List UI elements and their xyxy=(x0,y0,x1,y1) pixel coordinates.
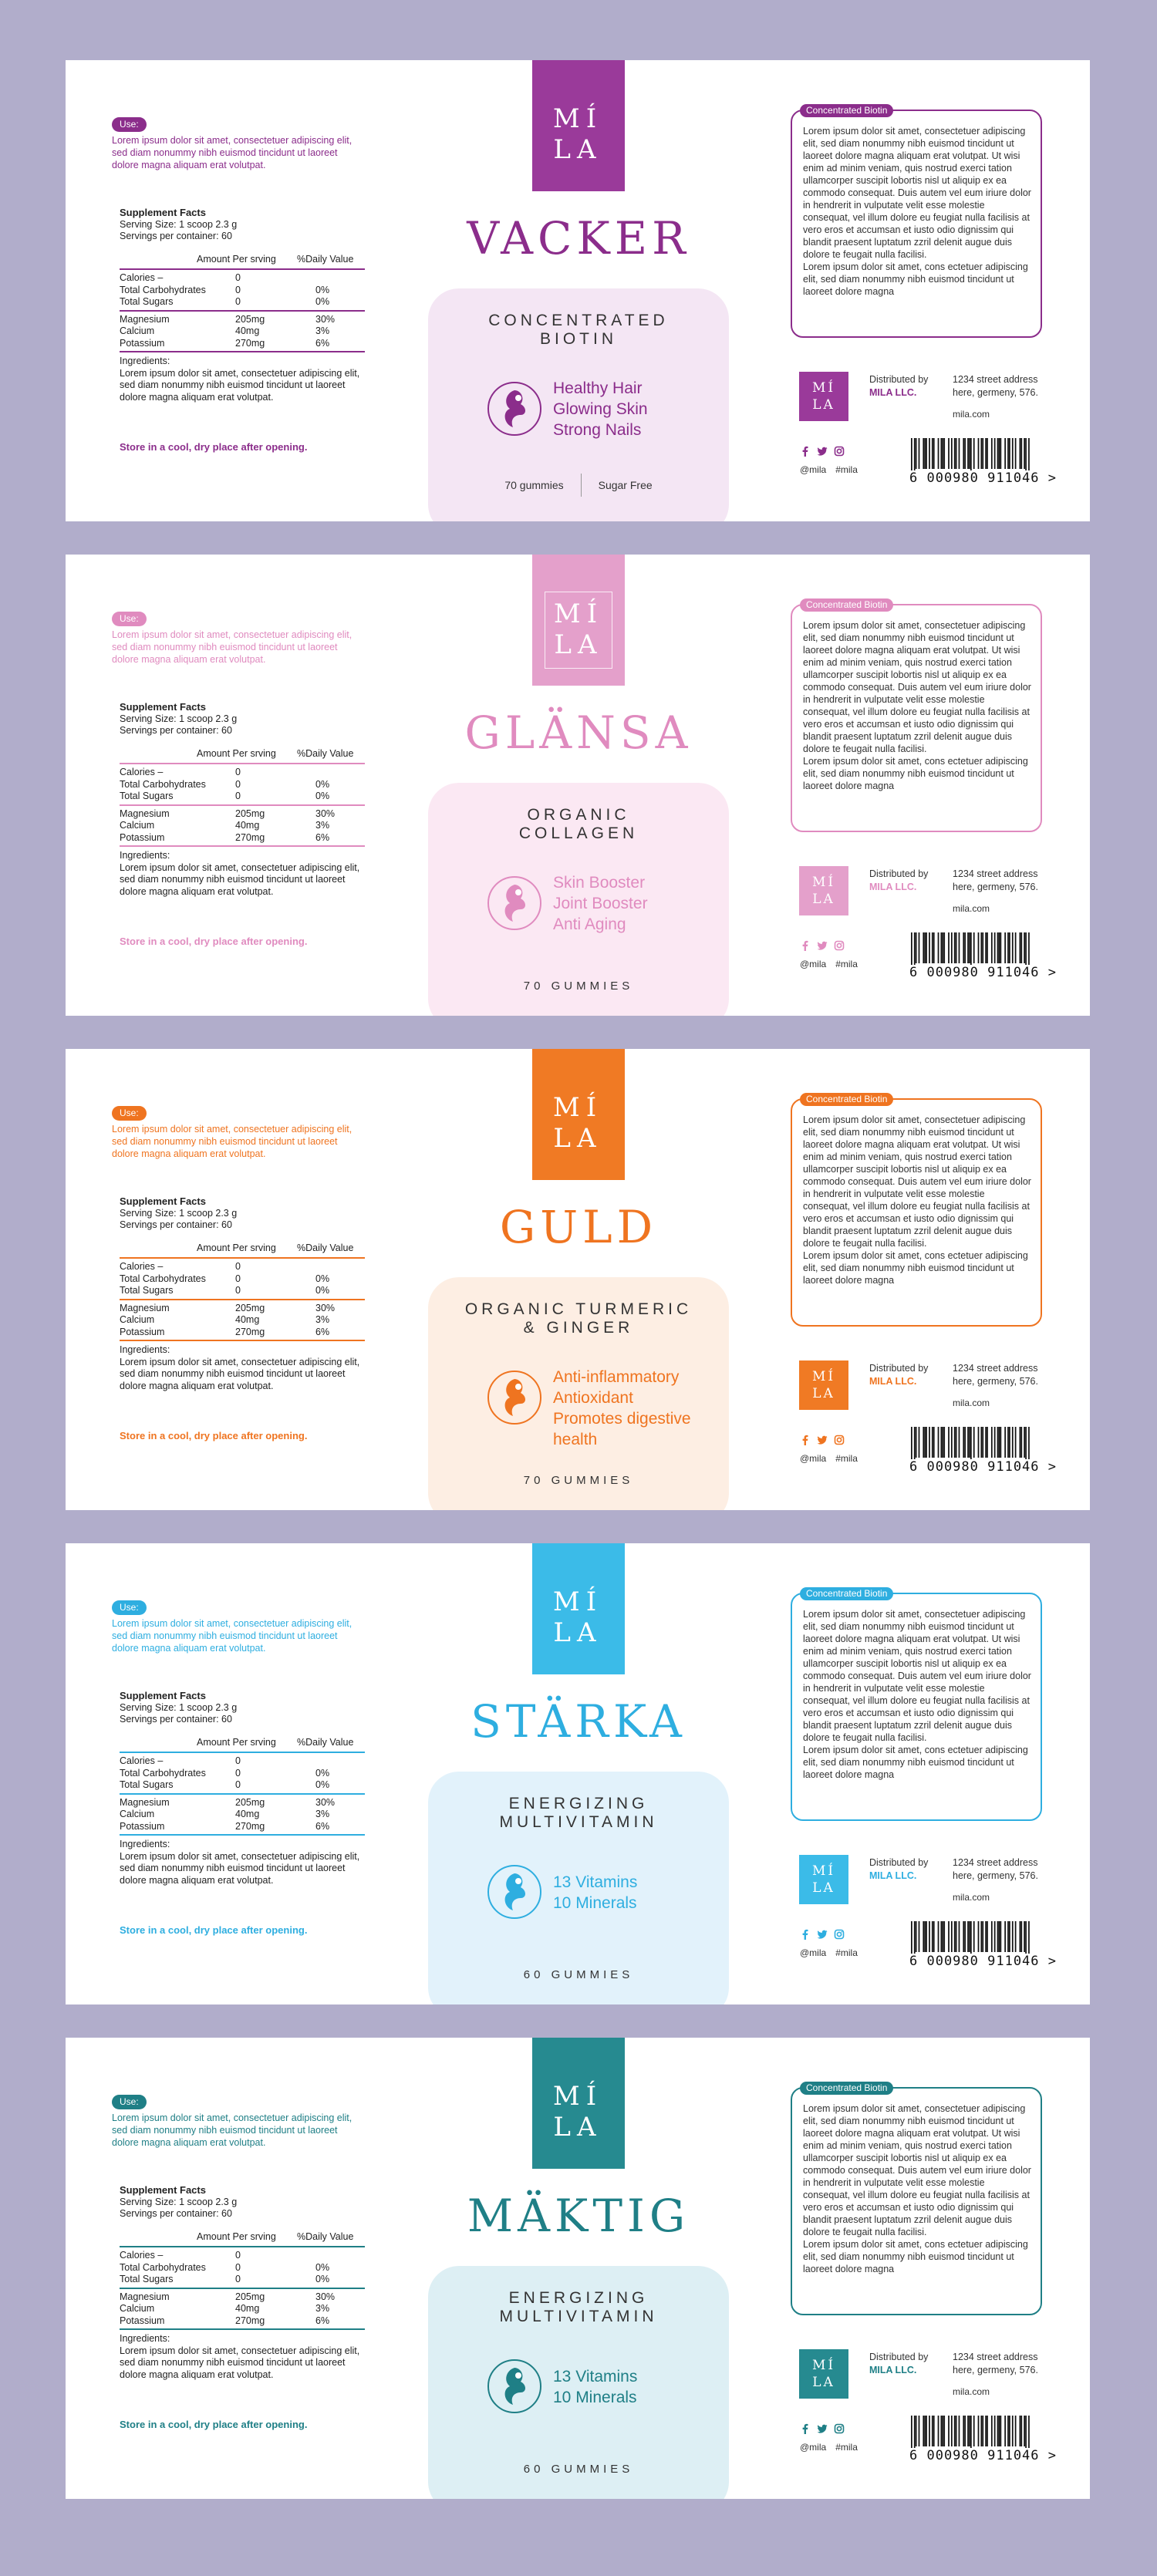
address: 1234 street address here, germeny, 576. xyxy=(953,1857,1038,1881)
description-box xyxy=(791,1094,1042,1327)
sugar-free-note: Sugar Free xyxy=(598,479,653,491)
address: 1234 street address here, germeny, 576. xyxy=(953,868,1038,892)
product-label xyxy=(66,1049,1090,1510)
product-name: VACKER xyxy=(467,212,690,265)
storage-note: Store in a cool, dry place after opening. xyxy=(120,2419,308,2430)
instagram-icon xyxy=(834,940,845,951)
website: mila.com xyxy=(953,2386,990,2397)
divider xyxy=(120,1834,365,1836)
description-box xyxy=(791,599,1042,832)
col-daily-value: %Daily Value xyxy=(297,2230,354,2242)
facts-header xyxy=(120,748,365,762)
product-subtitle: ENERGIZING MULTIVITAMIN xyxy=(499,1795,658,1831)
divider xyxy=(581,474,582,497)
distributor xyxy=(869,868,928,894)
social-handles: @mila #mila xyxy=(800,464,858,475)
facts-row: Total Carbohydrates 0 0% xyxy=(120,2261,330,2273)
description-text: Lorem ipsum dolor sit amet, consectetuer adipiscing elit, sed diam nonummy nibh euismod tincidunt ut laoreet dolore magna aliquam erat volutpat. Ut wisi enim ad minim veniam, quis nostrud exerci tation ullamcorper suscipit lobortis nisl ut aliquip ex ea commodo consequat. Duis autem vel eum iriure dolor in hendrerit in vulputate velit esse molestie consequat, vel illum dolore eu feugiat nulla facilisis at vero eros et accumsan et iusto odio dignissim qui blandit praesent luptatum zzril delenit augue duis dolore te feugait nulla facilisi. Lorem ipsum dolor sit amet, cons ectetuer adipiscing elit, sed diam nonummy nibh euismod tincidunt ut laoreet dolore magna xyxy=(803,1609,1031,1780)
storage-note: Store in a cool, dry place after opening. xyxy=(120,936,308,947)
facts-row: Potassium 270mg 6% xyxy=(120,337,330,349)
social-icons xyxy=(800,446,845,457)
col-daily-value: %Daily Value xyxy=(297,1736,354,1748)
product-name: MÄKTIG xyxy=(467,2190,690,2242)
use-instructions: Lorem ipsum dolor sit amet, consectetuer adipiscing elit, sed diam nonummy nibh euismod tincidunt ut laoreet dolore magna aliquam erat volutpat. xyxy=(112,1124,352,1159)
benefit-item: Antioxidant xyxy=(553,1389,633,1407)
serving-size: Serving Size: 1 scoop 2.3 g xyxy=(120,1701,238,1713)
brand-logo-tab xyxy=(532,60,625,191)
facts-row: Magnesium 205mg 30% xyxy=(120,1302,336,1313)
benefit-item: Promotes digestive health xyxy=(553,1410,691,1448)
mini-brand-logo: MÍ LA xyxy=(799,2349,848,2399)
brand-logo: MÍ LA xyxy=(545,592,612,669)
benefit-item: 13 Vitamins xyxy=(553,2368,638,2385)
description-tag: Concentrated Biotin xyxy=(800,2082,893,2095)
facts-title: Supplement Facts xyxy=(120,207,206,218)
facebook-icon xyxy=(800,446,811,457)
brand-logo-tab xyxy=(532,1543,625,1674)
distributor xyxy=(869,1856,928,1883)
gummy-count: 60 GUMMIES xyxy=(523,2463,634,2476)
use-badge: Use: xyxy=(112,117,147,132)
description-tag: Concentrated Biotin xyxy=(800,598,893,612)
supplement-facts xyxy=(120,1690,365,1886)
panel-footer xyxy=(428,2463,729,2476)
facts-header xyxy=(120,1242,365,1256)
facts-header xyxy=(120,254,365,268)
benefit-item: Joint Booster xyxy=(553,895,648,912)
twitter-icon xyxy=(817,446,828,457)
description-box xyxy=(791,2082,1042,2315)
use-badge: Use: xyxy=(112,1106,147,1121)
servings-per-container: Servings per container: 60 xyxy=(120,725,232,736)
benefit-item: 10 Minerals xyxy=(553,2389,637,2406)
barcode-number: 6 000980 911046 > xyxy=(909,2448,1057,2463)
social-icons xyxy=(800,2423,845,2434)
company-name: MILA LLC. xyxy=(869,882,917,892)
ingredients-title: Ingredients: xyxy=(120,2333,170,2344)
facts-row: Calcium 40mg 3% xyxy=(120,325,330,336)
storage-note: Store in a cool, dry place after opening. xyxy=(120,1430,308,1441)
use-instructions: Lorem ipsum dolor sit amet, consectetuer adipiscing elit, sed diam nonummy nibh euismod tincidunt ut laoreet dolore magna aliquam erat volutpat. xyxy=(112,1618,352,1654)
divider xyxy=(120,763,365,764)
facts-row: Calories – 0 xyxy=(120,1261,241,1272)
use-instructions: Lorem ipsum dolor sit amet, consectetuer adipiscing elit, sed diam nonummy nibh euismod tincidunt ut laoreet dolore magna aliquam erat volutpat. xyxy=(112,629,352,665)
use-instructions: Lorem ipsum dolor sit amet, consectetuer adipiscing elit, sed diam nonummy nibh euismod tincidunt ut laoreet dolore magna aliquam erat volutpat. xyxy=(112,2112,352,2148)
barcode xyxy=(908,1427,1033,1464)
gummy-bear-icon xyxy=(487,875,542,931)
ingredients-text: Lorem ipsum dolor sit amet, consectetuer adipiscing elit, sed diam nonummy nibh euismod tincidunt ut laoreet dolore magna aliquam erat volutpat. xyxy=(120,861,360,897)
social-icons xyxy=(800,940,845,951)
description-tag: Concentrated Biotin xyxy=(800,1587,893,1600)
company-name: MILA LLC. xyxy=(869,387,917,398)
facts-row: Total Carbohydrates 0 0% xyxy=(120,284,330,295)
barcode xyxy=(908,2416,1033,2453)
social-handles: @mila #mila xyxy=(800,1453,858,1464)
benefits-list xyxy=(553,2366,637,2408)
description-box xyxy=(791,105,1042,338)
facts-row: Potassium 270mg 6% xyxy=(120,831,330,843)
brand-logo: MÍ LA xyxy=(552,1092,603,1154)
col-amount: Amount Per srving xyxy=(197,1242,276,1253)
divider xyxy=(120,268,365,270)
servings-per-container: Servings per container: 60 xyxy=(120,2208,232,2219)
description-text: Lorem ipsum dolor sit amet, consectetuer adipiscing elit, sed diam nonummy nibh euismod tincidunt ut laoreet dolore magna aliquam erat volutpat. Ut wisi enim ad minim veniam, quis nostrud exerci tation ullamcorper suscipit lobortis nisl ut aliquip ex ea commodo consequat. Duis autem vel eum iriure dolor in hendrerit in vulputate velit esse molestie consequat, vel illum dolore eu feugiat nulla facilisis at vero eros et accumsan et iusto odio dignissim qui blandit praesent luptatum zzril delenit augue duis dolore te feugait nulla facilisi. Lorem ipsum dolor sit amet, cons ectetuer adipiscing elit, sed diam nonummy nibh euismod tincidunt ut laoreet dolore magna xyxy=(803,2103,1031,2274)
product-label xyxy=(66,1543,1090,2004)
divider xyxy=(120,351,365,352)
supplement-facts xyxy=(120,1195,365,1392)
gummy-bear-icon xyxy=(487,381,542,437)
ingredients-text: Lorem ipsum dolor sit amet, consectetuer adipiscing elit, sed diam nonummy nibh euismod tincidunt ut laoreet dolore magna aliquam erat volutpat. xyxy=(120,1850,360,1886)
facts-row: Magnesium 205mg 30% xyxy=(120,313,336,325)
ingredients-title: Ingredients: xyxy=(120,1344,170,1355)
barcode xyxy=(908,438,1033,475)
brand-logo: MÍ LA xyxy=(552,103,603,165)
benefit-item: Anti Aging xyxy=(553,915,626,933)
facts-row: Total Sugars 0 0% xyxy=(120,1779,330,1790)
product-panel xyxy=(428,1277,729,1510)
product-label xyxy=(66,555,1090,1016)
product-subtitle: ENERGIZING MULTIVITAMIN xyxy=(499,2289,658,2325)
product-name: GLÄNSA xyxy=(464,706,693,759)
col-amount: Amount Per srving xyxy=(197,1736,276,1748)
col-daily-value: %Daily Value xyxy=(297,747,354,759)
serving-size: Serving Size: 1 scoop 2.3 g xyxy=(120,2196,238,2207)
product-label xyxy=(66,2038,1090,2499)
facts-row: Calcium 40mg 3% xyxy=(120,1314,330,1325)
use-badge: Use: xyxy=(112,2095,147,2109)
barcode xyxy=(908,1921,1033,1958)
description-text: Lorem ipsum dolor sit amet, consectetuer adipiscing elit, sed diam nonummy nibh euismod tincidunt ut laoreet dolore magna aliquam erat volutpat. Ut wisi enim ad minim veniam, quis nostrud exerci tation ullamcorper suscipit lobortis nisl ut aliquip ex ea commodo consequat. Duis autem vel eum iriure dolor in hendrerit in vulputate velit esse molestie consequat, vel illum dolore eu feugiat nulla facilisis at vero eros et accumsan et iusto odio dignissim qui blandit praesent luptatum zzril delenit augue duis dolore te feugait nulla facilisi. Lorem ipsum dolor sit amet, cons ectetuer adipiscing elit, sed diam nonummy nibh euismod tincidunt ut laoreet dolore magna xyxy=(803,126,1031,297)
distributed-by: Distributed by xyxy=(869,374,929,385)
col-daily-value: %Daily Value xyxy=(297,1242,354,1253)
facts-header xyxy=(120,1737,365,1751)
instagram-icon xyxy=(834,1435,845,1445)
facts-header xyxy=(120,2231,365,2245)
address: 1234 street address here, germeny, 576. xyxy=(953,374,1038,398)
twitter-icon xyxy=(817,940,828,951)
product-label xyxy=(66,60,1090,521)
product-subtitle: ORGANIC TURMERIC & GINGER xyxy=(464,1300,693,1337)
serving-size: Serving Size: 1 scoop 2.3 g xyxy=(120,1207,238,1219)
facts-row: Magnesium 205mg 30% xyxy=(120,2291,336,2302)
storage-note: Store in a cool, dry place after opening. xyxy=(120,441,308,453)
facts-title: Supplement Facts xyxy=(120,1195,206,1207)
address: 1234 street address here, germeny, 576. xyxy=(953,1363,1038,1387)
supplement-facts xyxy=(120,207,365,403)
ingredients-title: Ingredients: xyxy=(120,356,170,366)
barcode-number: 6 000980 911046 > xyxy=(909,1459,1057,1475)
company-name: MILA LLC. xyxy=(869,2365,917,2375)
facts-row: Calcium 40mg 3% xyxy=(120,820,330,831)
product-panel xyxy=(428,2266,729,2499)
divider xyxy=(120,2288,365,2289)
benefit-item: 10 Minerals xyxy=(553,1894,637,1912)
description-text: Lorem ipsum dolor sit amet, consectetuer adipiscing elit, sed diam nonummy nibh euismod tincidunt ut laoreet dolore magna aliquam erat volutpat. Ut wisi enim ad minim veniam, quis nostrud exerci tation ullamcorper suscipit lobortis nisl ut aliquip ex ea commodo consequat. Duis autem vel eum iriure dolor in hendrerit in vulputate velit esse molestie consequat, vel illum dolore eu feugiat nulla facilisis at vero eros et accumsan et iusto odio dignissim qui blandit praesent luptatum zzril delenit augue duis dolore te feugait nulla facilisi. Lorem ipsum dolor sit amet, cons ectetuer adipiscing elit, sed diam nonummy nibh euismod tincidunt ut laoreet dolore magna xyxy=(803,1114,1031,1286)
description-tag: Concentrated Biotin xyxy=(800,1093,893,1106)
product-panel xyxy=(428,783,729,1016)
twitter-icon xyxy=(817,1435,828,1445)
facts-row: Total Carbohydrates 0 0% xyxy=(120,1273,330,1284)
col-amount: Amount Per srving xyxy=(197,253,276,265)
barcode-number: 6 000980 911046 > xyxy=(909,470,1057,486)
product-panel xyxy=(428,288,729,521)
facts-row: Potassium 270mg 6% xyxy=(120,2315,330,2326)
facts-row: Total Sugars 0 0% xyxy=(120,1285,330,1296)
facebook-icon xyxy=(800,1929,811,1940)
benefits-list xyxy=(553,1872,637,1913)
social-icons xyxy=(800,1435,845,1445)
social-icons xyxy=(800,1929,845,1940)
facts-row: Calories – 0 xyxy=(120,1755,241,1766)
divider xyxy=(120,804,365,806)
gummy-count: 70 GUMMIES xyxy=(523,979,634,993)
product-name: GULD xyxy=(499,1201,658,1253)
divider xyxy=(120,2328,365,2330)
panel-footer xyxy=(428,1474,729,1487)
panel-footer xyxy=(428,474,729,497)
benefits-list xyxy=(553,872,648,935)
benefit-item: Glowing Skin xyxy=(553,400,648,418)
mini-brand-logo: MÍ LA xyxy=(799,1855,848,1904)
product-subtitle: ORGANIC COLLAGEN xyxy=(518,806,639,842)
facts-row: Calcium 40mg 3% xyxy=(120,2303,330,2314)
mini-brand-logo: MÍ LA xyxy=(799,1360,848,1410)
distributor xyxy=(869,2351,928,2377)
barcode xyxy=(908,932,1033,969)
benefit-item: Strong Nails xyxy=(553,421,642,439)
servings-per-container: Servings per container: 60 xyxy=(120,1714,232,1725)
benefits-list xyxy=(553,378,648,440)
panel-footer xyxy=(428,1968,729,1981)
description-box xyxy=(791,1588,1042,1821)
divider xyxy=(120,310,365,312)
description-tag: Concentrated Biotin xyxy=(800,104,893,117)
distributed-by: Distributed by xyxy=(869,1363,929,1374)
facts-row: Total Sugars 0 0% xyxy=(120,296,330,307)
ingredients-text: Lorem ipsum dolor sit amet, consectetuer adipiscing elit, sed diam nonummy nibh euismod tincidunt ut laoreet dolore magna aliquam erat volutpat. xyxy=(120,1356,360,1391)
facts-title: Supplement Facts xyxy=(120,701,206,713)
facts-row: Total Sugars 0 0% xyxy=(120,791,330,801)
facts-row: Calcium 40mg 3% xyxy=(120,1809,330,1819)
product-panel xyxy=(428,1772,729,2004)
brand-logo-tab xyxy=(532,555,625,686)
company-name: MILA LLC. xyxy=(869,1870,917,1881)
website: mila.com xyxy=(953,1398,990,1408)
divider xyxy=(120,1793,365,1795)
facts-title: Supplement Facts xyxy=(120,2184,206,2196)
facts-row: Total Sugars 0 0% xyxy=(120,2274,330,2284)
facts-row: Potassium 270mg 6% xyxy=(120,1820,330,1832)
facebook-icon xyxy=(800,940,811,951)
social-handles: @mila #mila xyxy=(800,959,858,969)
divider xyxy=(120,1257,365,1259)
facts-row: Magnesium 205mg 30% xyxy=(120,1796,336,1808)
distributed-by: Distributed by xyxy=(869,868,929,879)
benefits-list xyxy=(553,1367,729,1450)
storage-note: Store in a cool, dry place after opening. xyxy=(120,1924,308,1936)
social-handles: @mila #mila xyxy=(800,2442,858,2453)
use-badge: Use: xyxy=(112,1600,147,1615)
product-name: STÄRKA xyxy=(471,1695,686,1748)
facts-row: Total Carbohydrates 0 0% xyxy=(120,1767,330,1779)
gummy-bear-icon xyxy=(487,1370,542,1425)
ingredients-text: Lorem ipsum dolor sit amet, consectetuer adipiscing elit, sed diam nonummy nibh euismod tincidunt ut laoreet dolore magna aliquam erat volutpat. xyxy=(120,367,360,403)
website: mila.com xyxy=(953,409,990,420)
supplement-facts xyxy=(120,2184,365,2381)
panel-footer xyxy=(428,979,729,993)
brand-logo-tab xyxy=(532,2038,625,2169)
company-name: MILA LLC. xyxy=(869,1376,917,1387)
barcode-number: 6 000980 911046 > xyxy=(909,965,1057,980)
benefit-item: Anti-inflammatory xyxy=(553,1368,680,1386)
facebook-icon xyxy=(800,1435,811,1445)
divider xyxy=(120,1752,365,1753)
gummy-count: 70 gummies xyxy=(504,479,564,491)
facebook-icon xyxy=(800,2423,811,2434)
address: 1234 street address here, germeny, 576. xyxy=(953,2352,1038,2375)
ingredients-title: Ingredients: xyxy=(120,1839,170,1849)
distributed-by: Distributed by xyxy=(869,1857,929,1868)
serving-size: Serving Size: 1 scoop 2.3 g xyxy=(120,218,238,230)
ingredients-title: Ingredients: xyxy=(120,850,170,861)
mini-brand-logo: MÍ LA xyxy=(799,866,848,915)
col-amount: Amount Per srving xyxy=(197,2230,276,2242)
facts-row: Calories – 0 xyxy=(120,272,241,283)
facts-row: Calories – 0 xyxy=(120,2250,241,2261)
product-subtitle: CONCENTRATED BIOTIN xyxy=(488,312,669,348)
col-daily-value: %Daily Value xyxy=(297,253,354,265)
website: mila.com xyxy=(953,903,990,914)
facts-row: Magnesium 205mg 30% xyxy=(120,808,336,819)
divider xyxy=(120,845,365,847)
description-text: Lorem ipsum dolor sit amet, consectetuer adipiscing elit, sed diam nonummy nibh euismod tincidunt ut laoreet dolore magna aliquam erat volutpat. Ut wisi enim ad minim veniam, quis nostrud exerci tation ullamcorper suscipit lobortis nisl ut aliquip ex ea commodo consequat. Duis autem vel eum iriure dolor in hendrerit in vulputate velit esse molestie consequat, vel illum dolore eu feugiat nulla facilisis at vero eros et accumsan et iusto odio dignissim qui blandit praesent luptatum zzril delenit augue duis dolore te feugait nulla facilisi. Lorem ipsum dolor sit amet, cons ectetuer adipiscing elit, sed diam nonummy nibh euismod tincidunt ut laoreet dolore magna xyxy=(803,620,1031,791)
servings-per-container: Servings per container: 60 xyxy=(120,1219,232,1230)
facts-row: Total Carbohydrates 0 0% xyxy=(120,778,330,790)
gummy-bear-icon xyxy=(487,2359,542,2414)
col-amount: Amount Per srving xyxy=(197,747,276,759)
brand-logo-tab xyxy=(532,1049,625,1180)
benefit-item: Healthy Hair xyxy=(553,379,643,397)
divider xyxy=(120,1340,365,1341)
facts-row: Calories – 0 xyxy=(120,767,241,777)
servings-per-container: Servings per container: 60 xyxy=(120,231,232,241)
social-handles: @mila #mila xyxy=(800,1947,858,1958)
twitter-icon xyxy=(817,2423,828,2434)
instagram-icon xyxy=(834,1929,845,1940)
use-badge: Use: xyxy=(112,612,147,626)
twitter-icon xyxy=(817,1929,828,1940)
distributor xyxy=(869,1362,928,1388)
gummy-count: 70 GUMMIES xyxy=(523,1474,634,1487)
brand-logo: MÍ LA xyxy=(552,1586,603,1648)
gummy-count: 60 GUMMIES xyxy=(523,1968,634,1981)
instagram-icon xyxy=(834,2423,845,2434)
website: mila.com xyxy=(953,1892,990,1903)
supplement-facts xyxy=(120,701,365,898)
divider xyxy=(120,1299,365,1300)
barcode-number: 6 000980 911046 > xyxy=(909,1954,1057,1969)
instagram-icon xyxy=(834,446,845,457)
ingredients-text: Lorem ipsum dolor sit amet, consectetuer adipiscing elit, sed diam nonummy nibh euismod tincidunt ut laoreet dolore magna aliquam erat volutpat. xyxy=(120,2345,360,2380)
use-instructions: Lorem ipsum dolor sit amet, consectetuer adipiscing elit, sed diam nonummy nibh euismod tincidunt ut laoreet dolore magna aliquam erat volutpat. xyxy=(112,135,352,170)
facts-row: Potassium 270mg 6% xyxy=(120,1326,330,1337)
facts-title: Supplement Facts xyxy=(120,1690,206,1701)
benefit-item: 13 Vitamins xyxy=(553,1873,638,1891)
divider xyxy=(120,2246,365,2247)
benefit-item: Skin Booster xyxy=(553,874,646,892)
gummy-bear-icon xyxy=(487,1864,542,1920)
brand-logo: MÍ LA xyxy=(552,2081,603,2143)
distributor xyxy=(869,373,928,400)
distributed-by: Distributed by xyxy=(869,2352,929,2362)
serving-size: Serving Size: 1 scoop 2.3 g xyxy=(120,713,238,724)
mini-brand-logo: MÍ LA xyxy=(799,372,848,421)
